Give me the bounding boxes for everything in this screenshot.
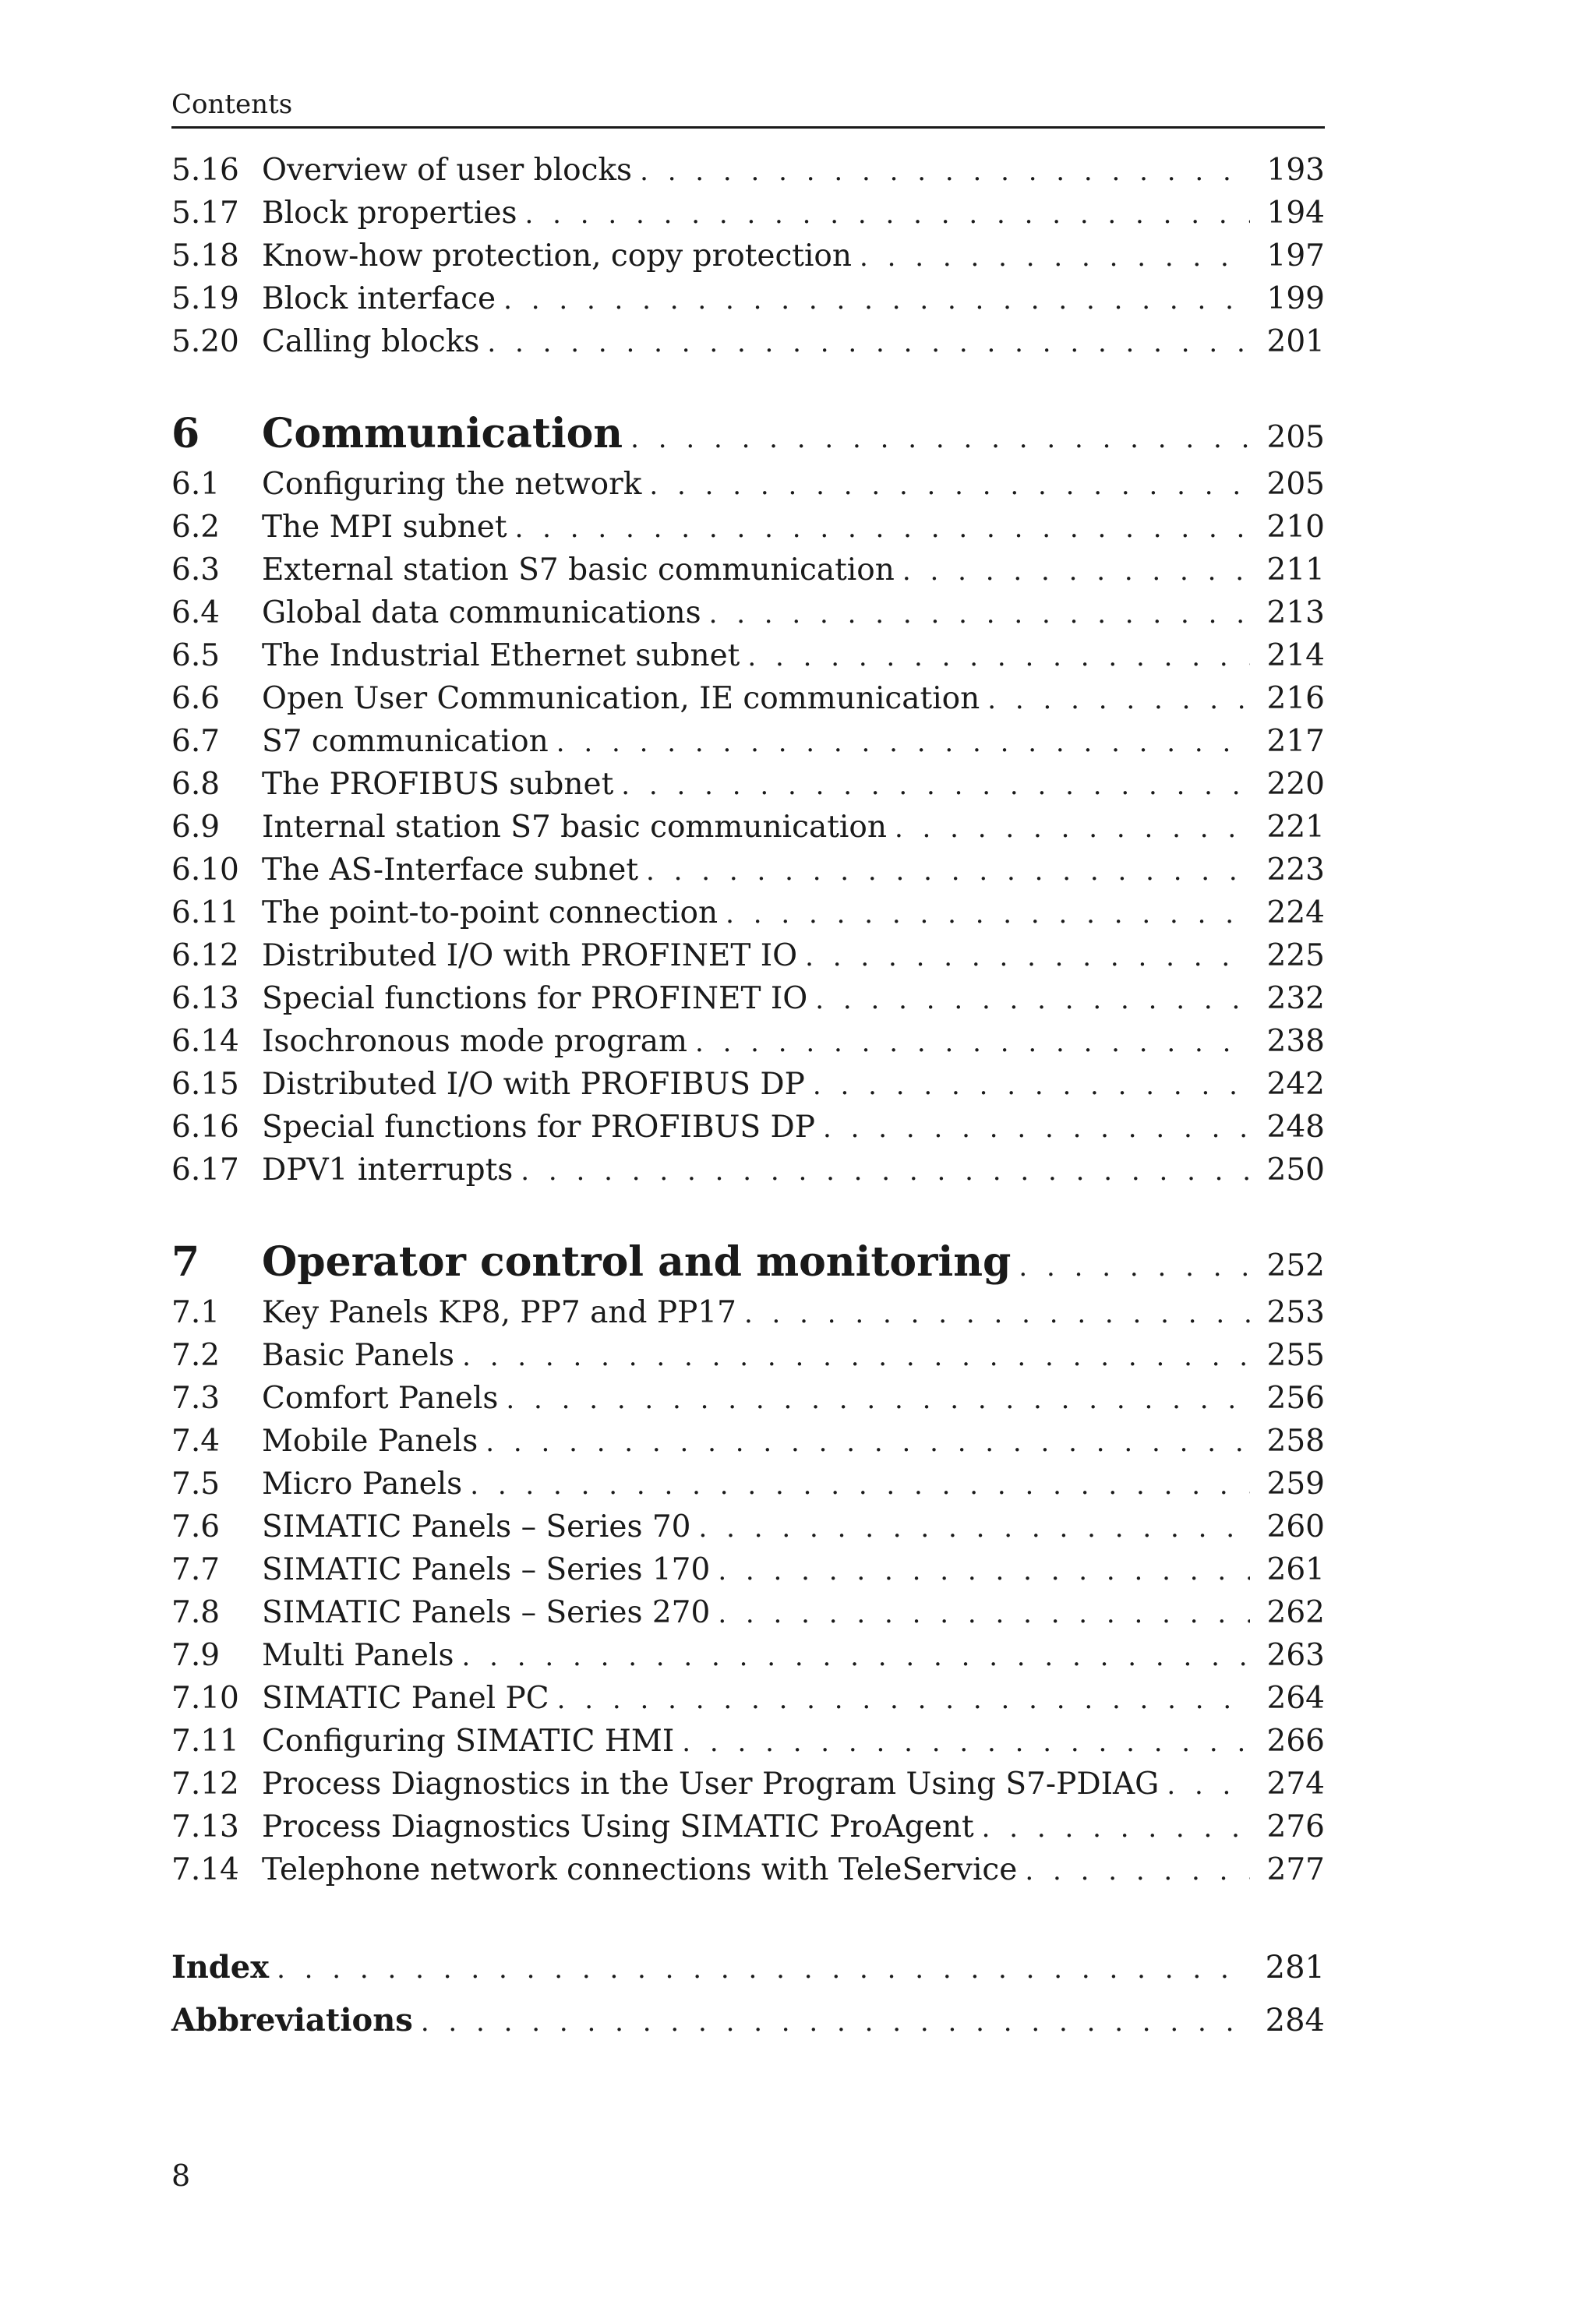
toc-entry[interactable] xyxy=(171,1463,1325,1506)
section-page: 213 xyxy=(1266,595,1325,630)
dot-leader xyxy=(506,1378,1249,1421)
section-number: 6.14 xyxy=(171,1024,239,1059)
toc-entry[interactable] xyxy=(171,463,1325,506)
back-matter-page: 284 xyxy=(1265,2003,1325,2039)
chapter-5-sections xyxy=(171,149,1325,363)
section-title: External station S7 basic communication xyxy=(262,552,895,588)
section-page: 214 xyxy=(1266,638,1325,673)
section-page: 220 xyxy=(1266,767,1325,802)
section-title: Micro Panels xyxy=(262,1467,463,1502)
dot-leader xyxy=(621,764,1249,807)
toc-entry[interactable] xyxy=(171,634,1325,677)
dot-leader xyxy=(895,807,1250,850)
dot-leader xyxy=(462,1636,1250,1678)
back-matter-title: Abbreviations xyxy=(171,2002,413,2039)
section-page: 223 xyxy=(1266,852,1325,888)
toc-entry[interactable] xyxy=(171,1334,1325,1377)
section-page: 210 xyxy=(1266,510,1325,545)
section-page: 225 xyxy=(1266,938,1325,973)
section-title: Global data communications xyxy=(262,595,701,630)
toc-entry[interactable] xyxy=(171,1149,1325,1191)
section-page: 217 xyxy=(1266,724,1325,759)
dot-leader xyxy=(421,1996,1248,2049)
section-number: 5.17 xyxy=(171,196,239,231)
section-number: 7.7 xyxy=(171,1552,221,1587)
section-number: 6.3 xyxy=(171,552,221,588)
toc-entry[interactable] xyxy=(171,1506,1325,1548)
section-page: 277 xyxy=(1266,1852,1325,1887)
section-title: Multi Panels xyxy=(262,1638,454,1673)
section-page: 261 xyxy=(1266,1552,1325,1587)
section-page: 274 xyxy=(1266,1767,1325,1802)
section-number: 7.12 xyxy=(171,1767,239,1802)
section-page: 205 xyxy=(1266,467,1325,502)
section-title: Process Diagnostics in the User Program Using S7-PDIAG xyxy=(262,1767,1160,1802)
section-page: 216 xyxy=(1266,681,1325,716)
section-page: 238 xyxy=(1266,1024,1325,1059)
section-number: 6.15 xyxy=(171,1067,239,1102)
section-title: Special functions for PROFIBUS DP xyxy=(262,1110,816,1145)
section-page: 242 xyxy=(1266,1067,1325,1102)
dot-leader xyxy=(902,550,1250,593)
section-title: The AS-Interface subnet xyxy=(262,852,638,888)
section-page: 264 xyxy=(1266,1681,1325,1716)
section-title: SIMATIC Panels – Series 70 xyxy=(262,1509,691,1544)
section-number: 6.2 xyxy=(171,510,221,545)
dot-leader xyxy=(987,679,1249,722)
toc-entry[interactable] xyxy=(171,1020,1325,1063)
dot-leader xyxy=(462,1336,1249,1378)
section-title: Basic Panels xyxy=(262,1338,455,1373)
section-title: Distributed I/O with PROFINET IO xyxy=(262,938,798,973)
section-title: SIMATIC Panels – Series 170 xyxy=(262,1552,711,1587)
toc-entry[interactable] xyxy=(171,1677,1325,1720)
dot-leader xyxy=(982,1807,1250,1850)
section-number: 7.2 xyxy=(171,1338,221,1373)
dot-leader xyxy=(709,593,1250,636)
section-number: 7.14 xyxy=(171,1852,239,1887)
toc-entry[interactable] xyxy=(171,320,1325,363)
chapter-page: 205 xyxy=(1266,420,1325,455)
dot-leader xyxy=(277,1943,1248,1996)
page-number: 8 xyxy=(171,2159,191,2193)
section-title: Distributed I/O with PROFIBUS DP xyxy=(262,1067,805,1102)
section-page: 197 xyxy=(1266,238,1325,274)
chapter-heading-6[interactable] xyxy=(171,405,1325,463)
section-title: The MPI subnet xyxy=(262,510,507,545)
section-title: The PROFIBUS subnet xyxy=(262,767,614,802)
section-number: 7.3 xyxy=(171,1381,221,1416)
section-number: 6.17 xyxy=(171,1153,239,1188)
section-page: 194 xyxy=(1266,196,1325,231)
section-number: 7.10 xyxy=(171,1681,239,1716)
section-number: 6.5 xyxy=(171,638,221,673)
section-page: 263 xyxy=(1266,1638,1325,1673)
dot-leader xyxy=(503,279,1249,322)
section-page: 259 xyxy=(1266,1467,1325,1502)
dot-leader xyxy=(744,1293,1250,1336)
dot-leader xyxy=(718,1593,1249,1636)
dot-leader xyxy=(805,936,1249,979)
dot-leader xyxy=(646,850,1250,893)
section-page: 255 xyxy=(1266,1338,1325,1373)
table-of-contents xyxy=(171,149,1325,2047)
back-matter-title: Index xyxy=(171,1949,270,1986)
dot-leader xyxy=(682,1721,1249,1764)
section-number: 7.8 xyxy=(171,1595,221,1630)
section-number: 6.12 xyxy=(171,938,239,973)
section-page: 258 xyxy=(1266,1424,1325,1459)
section-number: 6.6 xyxy=(171,681,221,716)
section-number: 5.18 xyxy=(171,238,239,274)
section-title: Mobile Panels xyxy=(262,1424,478,1459)
toc-entry[interactable] xyxy=(171,720,1325,763)
section-title: Calling blocks xyxy=(262,324,480,359)
dot-leader xyxy=(699,1507,1250,1550)
toc-entry[interactable] xyxy=(171,277,1325,320)
section-page: 224 xyxy=(1266,895,1325,930)
chapter-number: 7 xyxy=(171,1238,200,1286)
dot-leader xyxy=(860,236,1250,279)
section-title: Process Diagnostics Using SIMATIC ProAgent xyxy=(262,1809,974,1844)
toc-entry[interactable] xyxy=(171,806,1325,849)
section-number: 5.16 xyxy=(171,153,239,188)
dot-leader xyxy=(726,893,1249,936)
dot-leader xyxy=(486,1421,1249,1464)
dot-leader xyxy=(823,1107,1250,1150)
dot-leader xyxy=(718,1550,1249,1593)
section-number: 7.1 xyxy=(171,1295,221,1330)
toc-entry[interactable] xyxy=(171,1420,1325,1463)
section-title: Open User Communication, IE communication xyxy=(262,681,980,716)
toc-entry[interactable] xyxy=(171,1291,1325,1334)
dot-leader xyxy=(815,979,1249,1022)
dot-leader xyxy=(487,322,1249,365)
toc-entry[interactable] xyxy=(171,506,1325,549)
section-page: 253 xyxy=(1266,1295,1325,1330)
toc-entry[interactable] xyxy=(171,1763,1325,1806)
section-number: 6.1 xyxy=(171,467,221,502)
toc-entry[interactable] xyxy=(171,849,1325,891)
toc-entry[interactable] xyxy=(171,934,1325,977)
chapter-6-sections xyxy=(171,463,1325,1191)
toc-entry[interactable] xyxy=(171,891,1325,934)
toc-entry[interactable] xyxy=(171,192,1325,235)
toc-entry[interactable] xyxy=(171,1634,1325,1677)
section-title: Configuring SIMATIC HMI xyxy=(262,1724,675,1759)
section-title: Telephone network connections with TeleService xyxy=(262,1852,1018,1887)
toc-entry[interactable] xyxy=(171,1063,1325,1106)
section-number: 6.9 xyxy=(171,810,221,845)
section-title: Key Panels KP8, PP7 and PP17 xyxy=(262,1295,736,1330)
section-page: 232 xyxy=(1266,981,1325,1016)
section-page: 276 xyxy=(1266,1809,1325,1844)
section-number: 7.5 xyxy=(171,1467,221,1502)
section-title: Comfort Panels xyxy=(262,1381,499,1416)
section-number: 7.6 xyxy=(171,1509,221,1544)
dot-leader xyxy=(1167,1764,1249,1807)
toc-entry[interactable] xyxy=(171,235,1325,277)
dot-leader xyxy=(557,1678,1250,1721)
toc-entry[interactable] xyxy=(171,149,1325,192)
toc-entry[interactable] xyxy=(171,763,1325,806)
section-page: 256 xyxy=(1266,1381,1325,1416)
section-page: 266 xyxy=(1266,1724,1325,1759)
section-title: Block interface xyxy=(262,281,496,316)
section-title: The point-to-point connection xyxy=(262,895,719,930)
chapter-7-sections xyxy=(171,1291,1325,1891)
section-page: 201 xyxy=(1266,324,1325,359)
section-number: 6.7 xyxy=(171,724,221,759)
running-head: Contents xyxy=(171,78,1325,129)
section-title: Block properties xyxy=(262,196,517,231)
toc-entry[interactable] xyxy=(171,591,1325,634)
dot-leader xyxy=(813,1064,1250,1107)
section-title: Know-how protection, copy protection xyxy=(262,238,853,274)
section-title: Configuring the network xyxy=(262,467,642,502)
dot-leader xyxy=(525,193,1250,236)
dot-leader xyxy=(630,410,1249,468)
section-number: 7.13 xyxy=(171,1809,239,1844)
section-page: 260 xyxy=(1266,1509,1325,1544)
section-number: 7.9 xyxy=(171,1638,221,1673)
section-number: 6.10 xyxy=(171,852,239,888)
toc-entry[interactable] xyxy=(171,549,1325,591)
chapter-title: Operator control and monitoring xyxy=(262,1238,1012,1286)
dot-leader xyxy=(747,636,1249,679)
toc-entry[interactable] xyxy=(171,1106,1325,1149)
section-number: 6.4 xyxy=(171,595,221,630)
dot-leader xyxy=(1019,1238,1249,1296)
dot-leader xyxy=(470,1464,1249,1507)
section-number: 6.11 xyxy=(171,895,239,930)
dot-leader xyxy=(695,1022,1250,1064)
toc-entry[interactable] xyxy=(171,1548,1325,1591)
section-number: 7.11 xyxy=(171,1724,239,1759)
toc-entry[interactable] xyxy=(171,1848,1325,1891)
section-title: SIMATIC Panel PC xyxy=(262,1681,549,1716)
section-number: 6.8 xyxy=(171,767,221,802)
section-page: 262 xyxy=(1266,1595,1325,1630)
section-title: S7 communication xyxy=(262,724,549,759)
dot-leader xyxy=(1025,1850,1249,1893)
section-number: 5.19 xyxy=(171,281,239,316)
section-number: 6.13 xyxy=(171,981,239,1016)
section-title: Internal station S7 basic communication xyxy=(262,810,887,845)
chapter-number: 6 xyxy=(171,410,200,457)
section-title: Overview of user blocks xyxy=(262,153,633,188)
toc-entry[interactable] xyxy=(171,977,1325,1020)
section-page: 250 xyxy=(1266,1153,1325,1188)
section-page: 199 xyxy=(1266,281,1325,316)
section-page: 193 xyxy=(1266,153,1325,188)
back-matter-index[interactable] xyxy=(171,1941,1325,1994)
chapter-title: Communication xyxy=(262,410,623,457)
section-title: The Industrial Ethernet subnet xyxy=(262,638,740,673)
toc-page xyxy=(171,78,1325,2047)
section-title: Special functions for PROFINET IO xyxy=(262,981,808,1016)
back-matter-abbreviations[interactable] xyxy=(171,1994,1325,2047)
dot-leader xyxy=(649,464,1249,507)
dot-leader xyxy=(515,507,1250,550)
chapter-heading-7[interactable] xyxy=(171,1234,1325,1291)
toc-entry[interactable] xyxy=(171,1377,1325,1420)
toc-entry[interactable] xyxy=(171,677,1325,720)
dot-leader xyxy=(556,722,1250,764)
section-page: 248 xyxy=(1266,1110,1325,1145)
dot-leader xyxy=(640,150,1249,193)
section-page: 211 xyxy=(1266,552,1325,588)
section-number: 7.4 xyxy=(171,1424,221,1459)
section-title: Isochronous mode program xyxy=(262,1024,687,1059)
dot-leader xyxy=(521,1150,1249,1193)
section-title: SIMATIC Panels – Series 270 xyxy=(262,1595,711,1630)
section-number: 5.20 xyxy=(171,324,239,359)
chapter-page: 252 xyxy=(1266,1248,1325,1283)
toc-entry[interactable] xyxy=(171,1806,1325,1848)
toc-entry[interactable] xyxy=(171,1591,1325,1634)
section-number: 6.16 xyxy=(171,1110,239,1145)
toc-entry[interactable] xyxy=(171,1720,1325,1763)
back-matter-page: 281 xyxy=(1265,1950,1325,1986)
section-title: DPV1 interrupts xyxy=(262,1153,514,1188)
section-page: 221 xyxy=(1266,810,1325,845)
